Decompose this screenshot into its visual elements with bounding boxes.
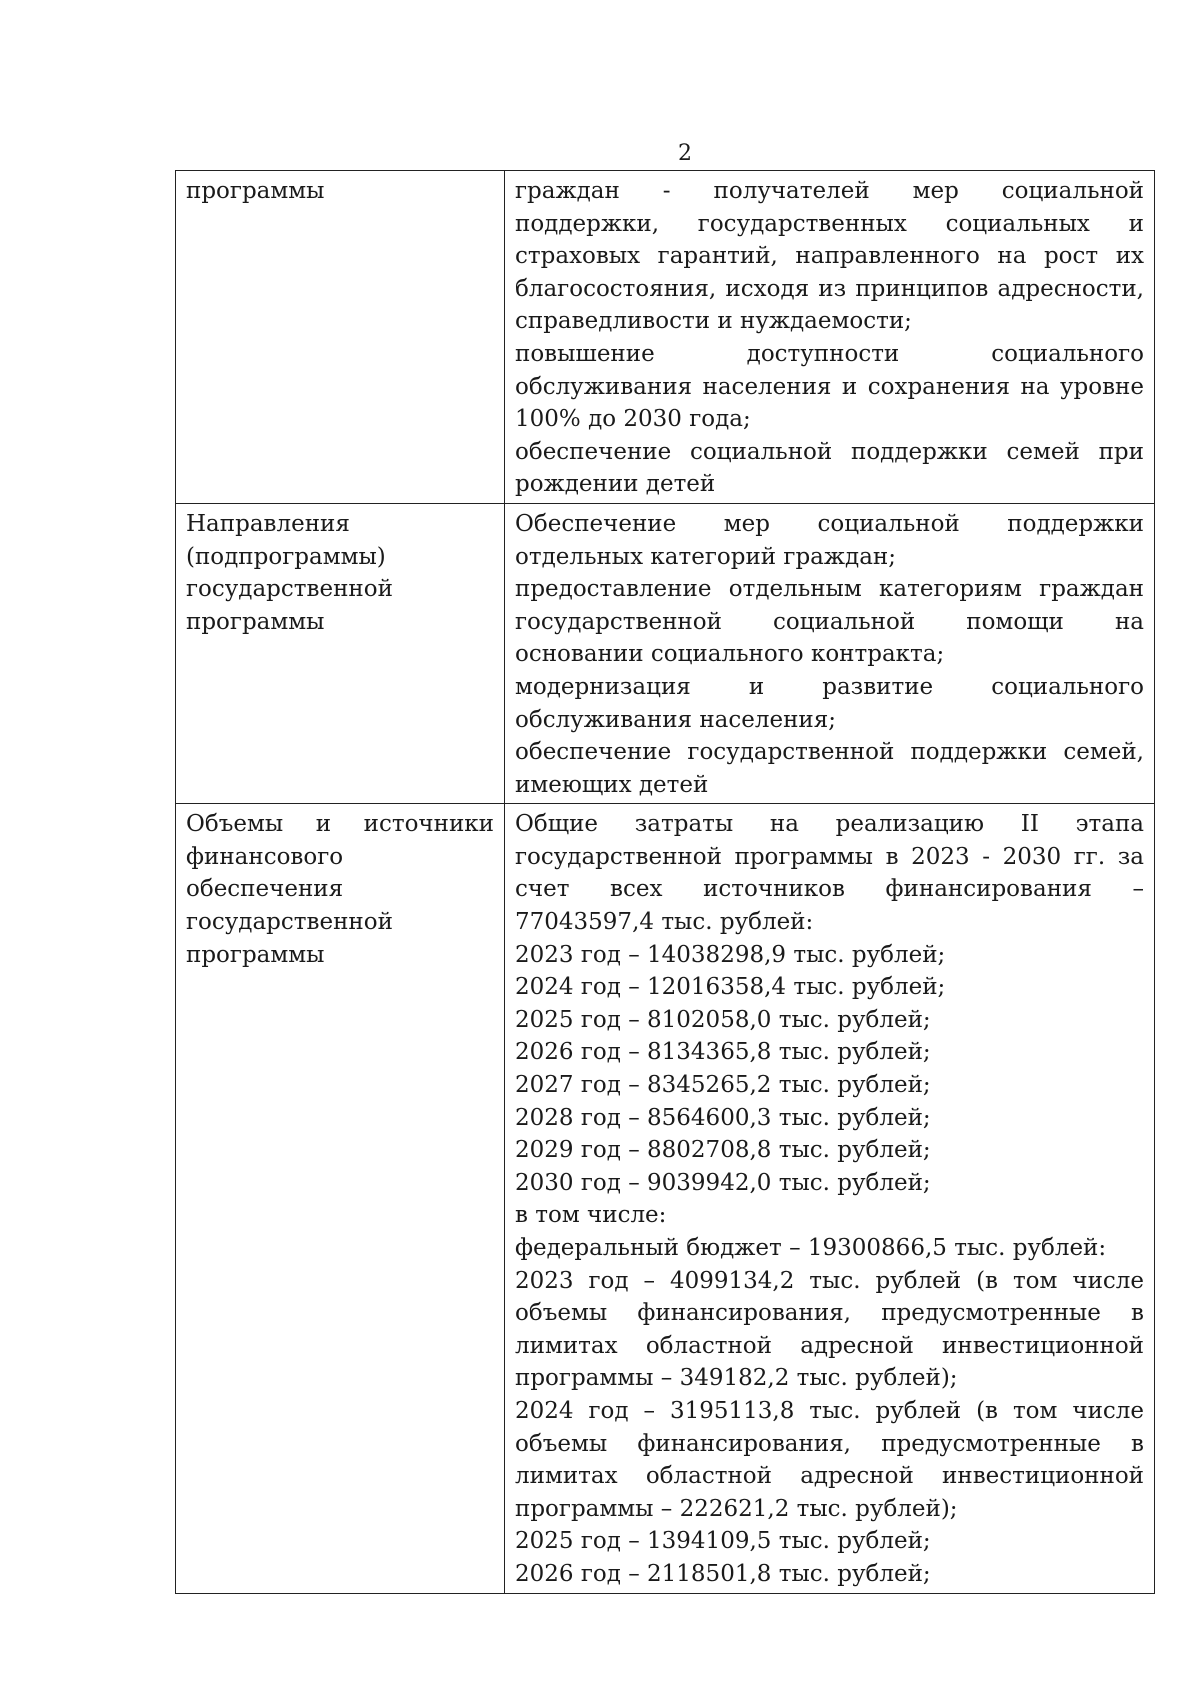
content-line: в том числе: (515, 1202, 667, 1229)
content-paragraph: 2023 год – 4099134,2 тыс. рублей (в том числе объемы финансирования, предусмотренные в лимитах областной адресной инвестиционной программы – 349182,2 тыс. рублей); (515, 1267, 1144, 1392)
page-number: 2 (678, 141, 692, 166)
content-line: федеральный бюджет – 19300866,5 тыс. рублей: (515, 1235, 1107, 1261)
content-line: 2027 год – 8345265,2 тыс. рублей; (515, 1072, 931, 1099)
content-paragraph: Общие затраты на реализацию II этапа государственной программы в 2023 - 2030 гг. за счет всех источников финансирования – 77043597,4 тыс. рублей: (515, 811, 1144, 936)
content-paragraph: предоставление отдельным категориям граждан государственной социальной помощи на основании социального контракта; (515, 576, 1144, 668)
content-line: 2023 год – 14038298,9 тыс. рублей; (515, 941, 946, 968)
row-label (176, 503, 505, 803)
content-line: 2026 год – 2118501,8 тыс. рублей; (515, 1560, 931, 1587)
row-label-text: Объемы и источники финансового обеспечения государственной программы (186, 811, 494, 968)
content-line: 2026 год – 8134365,8 тыс. рублей; (515, 1039, 931, 1066)
content-paragraph: 2024 год – 3195113,8 тыс. рублей (в том числе объемы финансирования, предусмотренные в лимитах областной адресной инвестиционной программы – 222621,2 тыс. рублей); (515, 1397, 1144, 1522)
content-paragraph: граждан - получателей мер социальной поддержки, государственных социальных и страховых гарантий, направленного на рост их благосостояния, исходя из принципов адресности, справедливости и нуждаемости; (515, 178, 1144, 335)
content-paragraph: обеспечение социальной поддержки семей при рождении детей (515, 438, 1144, 498)
row-label-text: программы (186, 178, 325, 204)
row-content (505, 503, 1155, 803)
content-line: 2030 год – 9039942,0 тыс. рублей; (515, 1169, 931, 1196)
content-paragraph: обеспечение государственной поддержки семей, имеющих детей (515, 739, 1144, 798)
content-line: 2024 год – 12016358,4 тыс. рублей; (515, 974, 946, 1001)
content-line: 2025 год – 1394109,5 тыс. рублей; (515, 1528, 931, 1555)
table-row (176, 171, 1155, 504)
row-content (505, 171, 1155, 504)
content-paragraph: повышение доступности социального обслуживания населения и сохранения на уровне 100% до 2030 года; (515, 340, 1144, 433)
content-line: 2029 год – 8802708,8 тыс. рублей; (515, 1137, 931, 1164)
row-label (176, 804, 505, 1593)
content-paragraph: модернизация и развитие социального обслуживания населения; (515, 673, 1144, 733)
row-label (176, 171, 505, 504)
table-row (176, 503, 1155, 803)
row-label-text: Направления (подпрограммы) государственной программы (186, 510, 393, 635)
row-content (505, 804, 1155, 1593)
table-row (176, 804, 1155, 1593)
content-line: 2025 год – 8102058,0 тыс. рублей; (515, 1006, 931, 1033)
content-line: 2028 год – 8564600,3 тыс. рублей; (515, 1104, 931, 1131)
content-paragraph: Обеспечение мер социальной поддержки отдельных категорий граждан; (515, 510, 1144, 570)
program-passport-table (175, 170, 1155, 1594)
